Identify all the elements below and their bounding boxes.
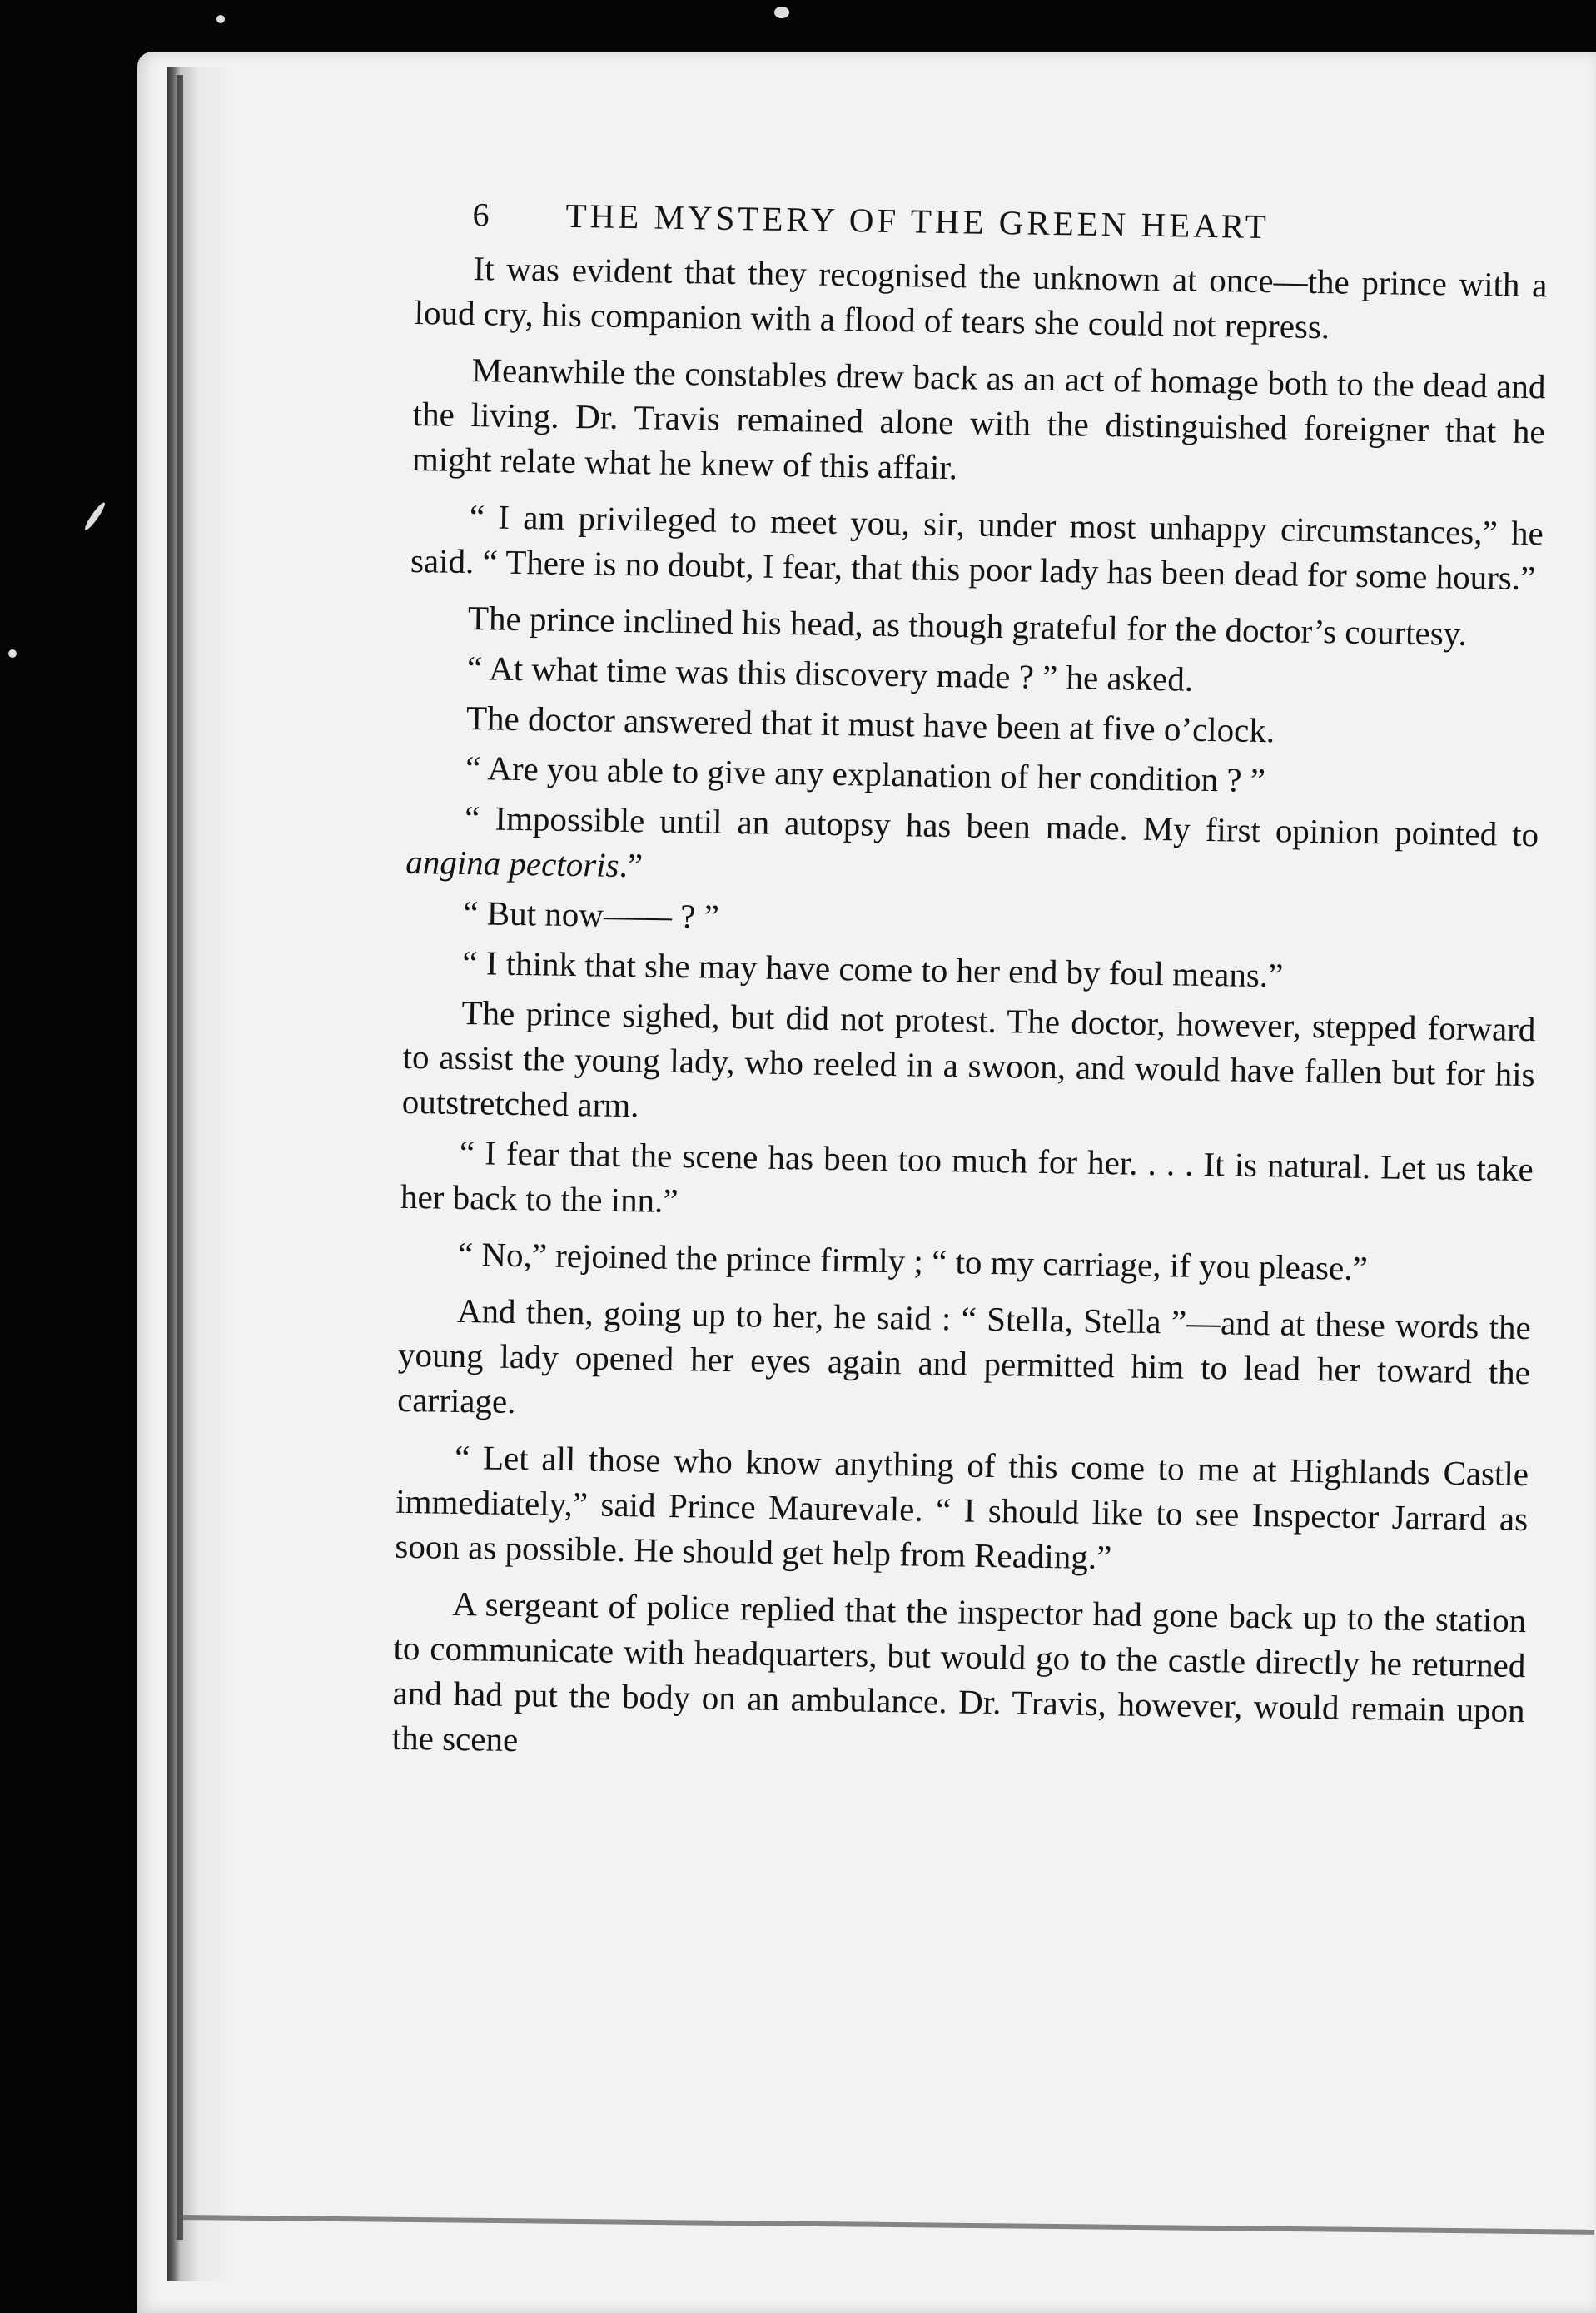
paragraph-2: Meanwhile the constables drew back as an act of homage both to the dead and the living. Dr. Travis remained alone with the distinguished foreigner that he might relate what he knew of this affair. bbox=[411, 351, 1546, 487]
paragraph-11: The prince sighed, but did not protest. The doctor, however, stepped forward to assist the young lady, who reeled in a swoon, and would have fallen but for his outstretched arm. bbox=[401, 992, 1536, 1125]
paragraph-16: A sergeant of police replied that the inspector had gone back up to the station to communicate with headquarters, but would go to the castle directly he returned and had put the body on an ambulance. Dr. Travis, however, would remain upon the scene bbox=[391, 1584, 1527, 1759]
italic-phrase: angina pectoris bbox=[405, 842, 619, 884]
paragraph-12: “ I fear that the scene has been too much for her. . . . It is natural. Let us take her back to the inn.” bbox=[400, 1132, 1534, 1221]
page-text-block bbox=[391, 193, 1549, 1789]
paragraph-4: The prince inclined his head, as though grateful for the doctor’s courtesy. bbox=[467, 599, 1468, 653]
paragraph-5: “ At what time was this discovery made ? ” he asked. bbox=[466, 649, 1194, 699]
page-gutter-shadow bbox=[167, 67, 283, 2281]
paragraph-3: “ I am privileged to meet you, sir, under most unhappy circumstances,” he said. “ There is no doubt, I fear, that this poor lady has been dead for some hours.” bbox=[410, 497, 1544, 598]
paragraph-7: “ Are you able to give any explanation of her condition ? ” bbox=[465, 749, 1266, 800]
paragraph-14: And then, going up to her, he said : “ Stella, Stella ”—and at these words the young lady opened her eyes again and permitted him to lead her toward the carriage. bbox=[396, 1291, 1532, 1421]
paragraph-6: The doctor answered that it must have been at five o’clock. bbox=[465, 699, 1275, 750]
page-number: 6 bbox=[472, 196, 490, 234]
paragraph-1: It was evident that they recognised the unknown at once—the prince with a loud cry, his companion with a flood of tears she could not repress. bbox=[414, 249, 1548, 346]
running-title: THE MYSTERY OF THE GREEN HEART bbox=[565, 196, 1270, 246]
binding-edge bbox=[177, 75, 183, 2240]
scan-speck bbox=[774, 7, 789, 18]
paragraph-8 bbox=[405, 794, 1539, 902]
scan-speck bbox=[8, 649, 17, 658]
paragraph-9: “ But now—— ? ” bbox=[463, 893, 720, 936]
paragraph-15: “ Let all those who know anything of this come to me at Highlands Castle immediately,” said Prince Maurevale. “ I should like to see Inspector Jarrard as soon as possible. He should get help from Reading.” bbox=[395, 1437, 1529, 1577]
paragraph-10: “ I think that she may have come to her end by foul means.” bbox=[462, 943, 1284, 995]
paragraph-8-text: “ Impossible until an autopsy has been made. My first opinion pointed to bbox=[464, 798, 1539, 854]
paragraph-8-tail: .” bbox=[619, 845, 644, 885]
paragraph-13: “ No,” rejoined the prince firmly ; “ to my carriage, if you please.” bbox=[457, 1234, 1369, 1288]
scan-speck bbox=[216, 15, 225, 23]
